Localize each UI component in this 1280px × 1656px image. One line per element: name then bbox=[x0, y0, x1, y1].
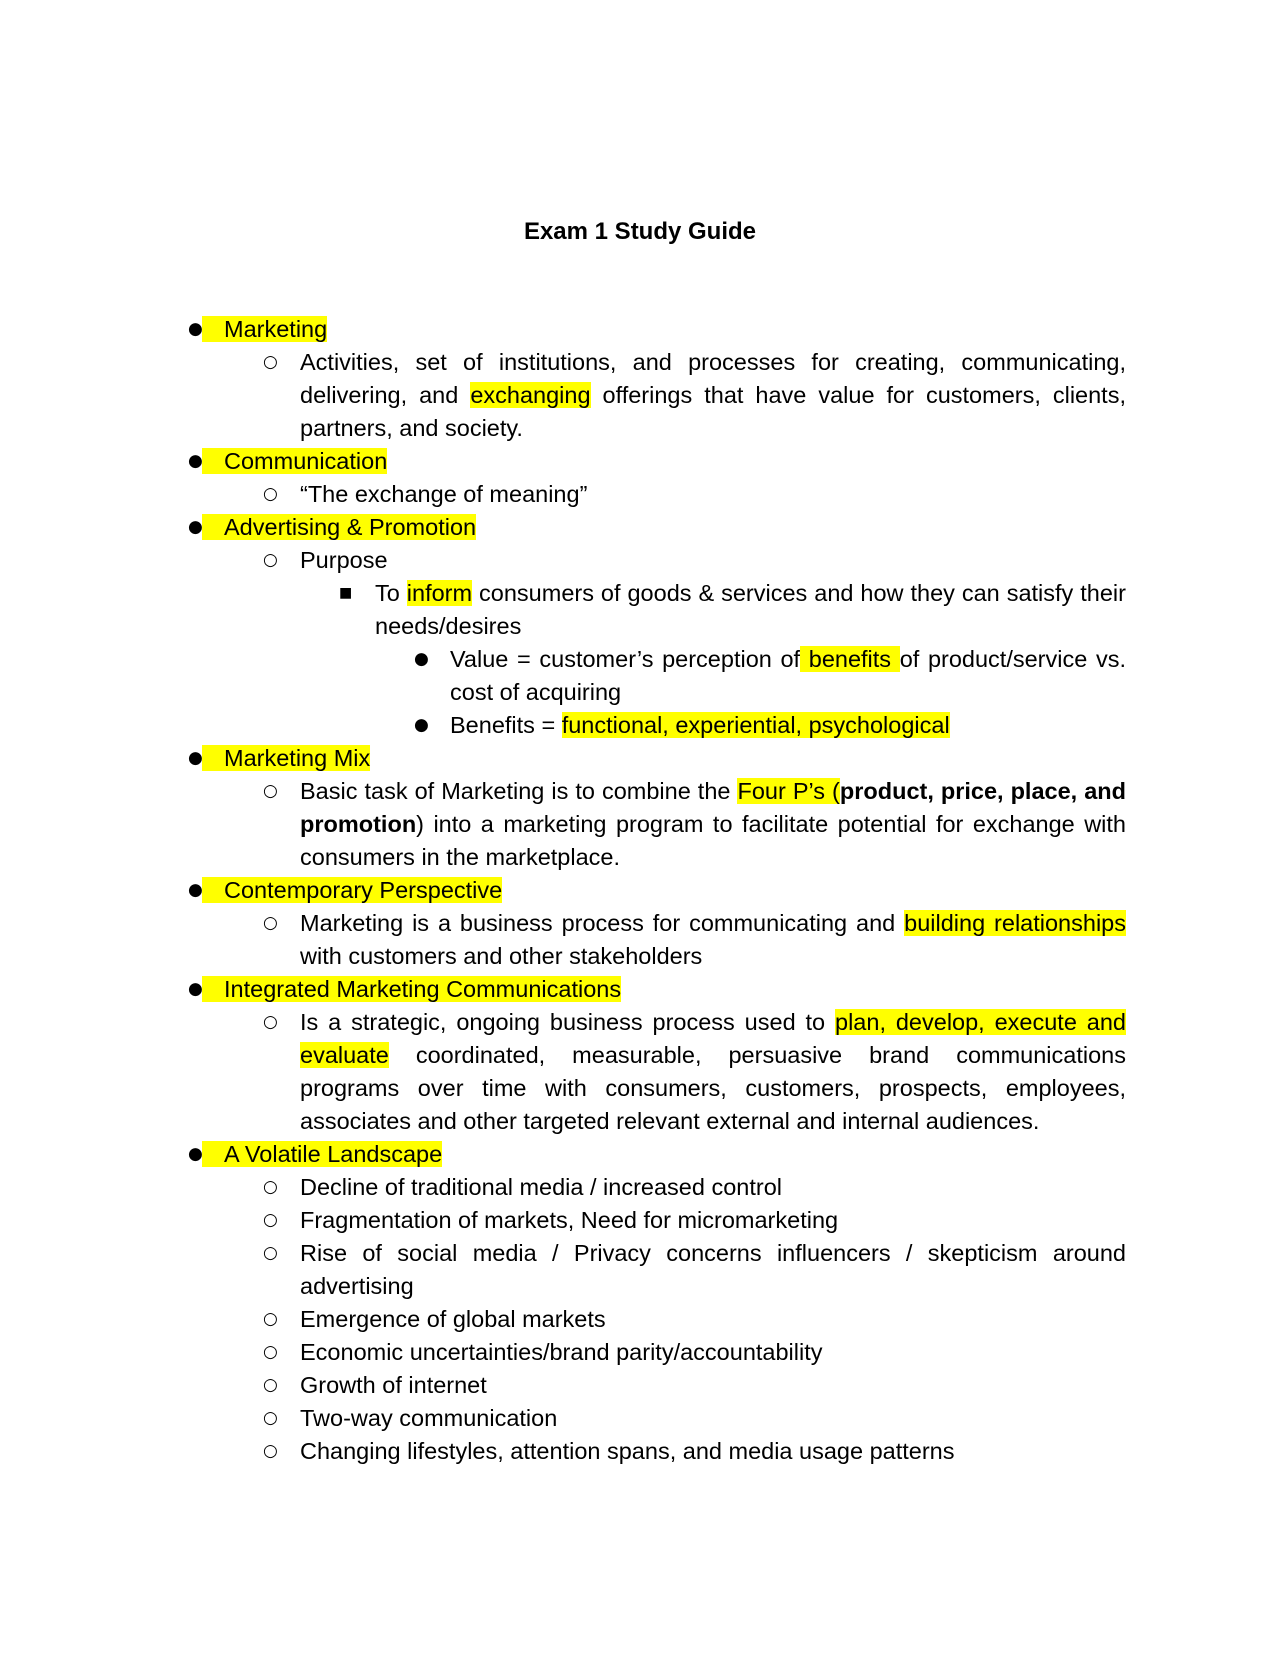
inform-text: To bbox=[375, 580, 407, 606]
mix-text-end: ) into a marketing program to facilitate potential for exchange with consumers in the marketplace. bbox=[300, 811, 1126, 870]
definition-text-end: offerings that have value for customers, clients, partners, and society. bbox=[300, 382, 1126, 441]
list-item bbox=[0, 1435, 1126, 1468]
list-item-advertising bbox=[0, 511, 1124, 544]
landscape-item-text: Two-way communication bbox=[300, 1405, 558, 1431]
mix-text: Basic task of Marketing is to combine the bbox=[300, 778, 738, 804]
list-item bbox=[0, 1369, 1126, 1402]
list-item-marketing bbox=[0, 313, 1124, 346]
circle-bullet-icon: ○ bbox=[263, 1177, 278, 1197]
inform-text-end: consumers of goods & services and how they can satisfy their needs/desires bbox=[375, 580, 1126, 639]
circle-bullet-icon: ○ bbox=[263, 484, 278, 504]
highlight-exchanging: exchanging bbox=[470, 382, 591, 408]
study-guide-outline bbox=[0, 313, 1280, 1468]
list-item-marketing-mix bbox=[0, 742, 1124, 775]
list-item-communication-definition bbox=[0, 478, 1126, 511]
list-item-volatile-landscape bbox=[0, 1138, 1124, 1171]
contemporary-text-end: with customers and other stakeholders bbox=[300, 943, 703, 969]
highlight-benefits: benefits bbox=[800, 646, 900, 672]
bullet-icon: ● bbox=[188, 319, 203, 339]
circle-bullet-icon: ○ bbox=[263, 1309, 278, 1329]
highlight-benefit-types: functional, experiential, psychological bbox=[561, 712, 950, 738]
list-item bbox=[0, 1336, 1126, 1369]
circle-bullet-icon: ○ bbox=[263, 1375, 278, 1395]
definition-text: “The exchange of meaning” bbox=[300, 481, 588, 507]
list-item-communication bbox=[0, 445, 1124, 478]
heading-communication: Communication bbox=[202, 448, 387, 474]
heading-marketing-mix: Marketing Mix bbox=[202, 745, 370, 771]
circle-bullet-icon: ○ bbox=[263, 1012, 278, 1032]
heading-advertising: Advertising & Promotion bbox=[202, 514, 476, 540]
landscape-item-text: Decline of traditional media / increased control bbox=[300, 1174, 783, 1200]
value-text: Value = customer’s perception of bbox=[450, 646, 801, 672]
bullet-icon: ● bbox=[188, 451, 203, 471]
heading-marketing: Marketing bbox=[202, 316, 327, 342]
list-item-contemporary-definition bbox=[0, 907, 1126, 973]
circle-bullet-icon: ○ bbox=[263, 913, 278, 933]
heading-contemporary: Contemporary Perspective bbox=[202, 877, 502, 903]
purpose-text: Purpose bbox=[300, 547, 388, 573]
circle-bullet-icon: ○ bbox=[263, 352, 278, 372]
page-title: Exam 1 Study Guide bbox=[523, 218, 757, 245]
contemporary-text: Marketing is a business process for communicating and bbox=[300, 910, 905, 936]
highlight-plan-develop: plan, develop, execute and evaluate bbox=[300, 1009, 1126, 1068]
landscape-item-text: Economic uncertainties/brand parity/accountability bbox=[300, 1339, 823, 1365]
circle-bullet-icon: ○ bbox=[263, 1210, 278, 1230]
four-ps-list: product, price, place, and promotion bbox=[300, 778, 1126, 837]
landscape-item-text: Rise of social media / Privacy concerns influencers / skepticism around advertising bbox=[300, 1240, 1126, 1299]
bullet-icon: ● bbox=[188, 517, 203, 537]
bullet-icon: ● bbox=[188, 979, 203, 999]
list-item-marketing-mix-definition bbox=[0, 775, 1126, 874]
bullet-icon: ● bbox=[414, 649, 429, 669]
landscape-item-text: Fragmentation of markets, Need for micromarketing bbox=[300, 1207, 839, 1233]
circle-bullet-icon: ○ bbox=[263, 1243, 278, 1263]
benefits-text: Benefits = bbox=[450, 712, 562, 738]
imc-text-end: coordinated, measurable, persuasive brand communications programs over time with consumers, customers, prospects, employees, associates and other targeted relevant external and internal audiences. bbox=[300, 1042, 1126, 1134]
heading-volatile-landscape: A Volatile Landscape bbox=[202, 1141, 442, 1167]
highlight-inform: inform bbox=[406, 580, 473, 606]
list-item-value bbox=[0, 643, 1126, 709]
list-item bbox=[0, 1171, 1126, 1204]
circle-bullet-icon: ○ bbox=[263, 1408, 278, 1428]
circle-bullet-icon: ○ bbox=[263, 1342, 278, 1362]
list-item-imc-definition bbox=[0, 1006, 1126, 1138]
imc-text: Is a strategic, ongoing business process used to bbox=[300, 1009, 836, 1035]
list-item-marketing-definition bbox=[0, 346, 1126, 445]
bullet-icon: ● bbox=[188, 748, 203, 768]
list-item-benefits bbox=[0, 709, 1126, 742]
square-bullet-icon: ■ bbox=[339, 585, 353, 601]
bullet-icon: ● bbox=[414, 715, 429, 735]
heading-imc: Integrated Marketing Communications bbox=[202, 976, 621, 1002]
highlight-four-ps: Four P’s ( bbox=[737, 778, 840, 804]
list-item-contemporary bbox=[0, 874, 1124, 907]
landscape-item-text: Emergence of global markets bbox=[300, 1306, 606, 1332]
landscape-item-text: Growth of internet bbox=[300, 1372, 487, 1398]
list-item-inform bbox=[0, 577, 1126, 643]
circle-bullet-icon: ○ bbox=[263, 781, 278, 801]
definition-text: Activities, set of institutions, and processes for creating, communicating, delivering, and bbox=[300, 349, 1126, 408]
circle-bullet-icon: ○ bbox=[263, 550, 278, 570]
bullet-icon: ● bbox=[188, 1144, 203, 1164]
list-item-purpose bbox=[0, 544, 1126, 577]
list-item bbox=[0, 1204, 1126, 1237]
bullet-icon: ● bbox=[188, 880, 203, 900]
list-item bbox=[0, 1237, 1126, 1303]
landscape-item-text: Changing lifestyles, attention spans, and media usage patterns bbox=[300, 1438, 955, 1464]
list-item bbox=[0, 1402, 1126, 1435]
value-text-end: of product/service vs. cost of acquiring bbox=[450, 646, 1126, 705]
circle-bullet-icon: ○ bbox=[263, 1441, 278, 1461]
list-item-imc bbox=[0, 973, 1124, 1006]
highlight-building-relationships: building relationships bbox=[904, 910, 1126, 936]
list-item bbox=[0, 1303, 1126, 1336]
